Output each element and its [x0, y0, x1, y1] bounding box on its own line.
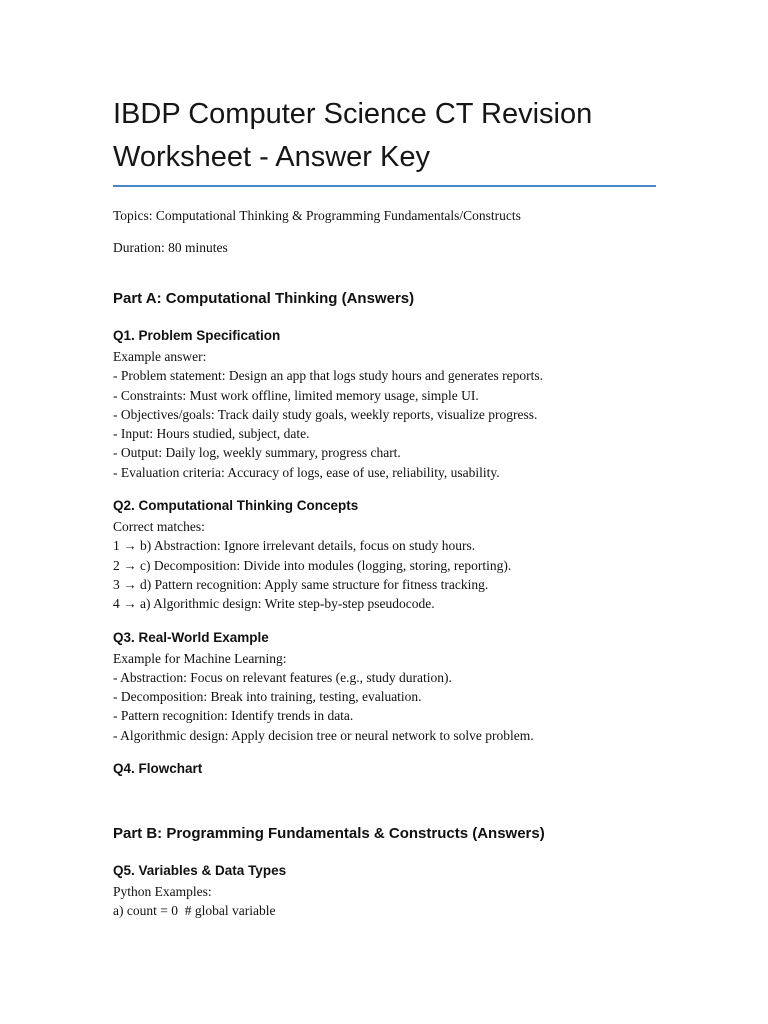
- part-b-heading: Part B: Programming Fundamentals & Constructs (Answers): [113, 825, 545, 843]
- q3-line: - Pattern recognition: Identify trends in data.: [113, 708, 354, 724]
- part-a-heading: Part A: Computational Thinking (Answers): [113, 290, 415, 307]
- q1-heading: Q1. Problem Specification: [113, 328, 281, 343]
- q1-line: - Problem statement: Design an app that logs study hours and generates reports.: [113, 368, 544, 384]
- q3-line: - Decomposition: Break into training, testing, evaluation.: [113, 689, 422, 705]
- title-line-1: IBDP Computer Science CT Revision: [113, 98, 593, 130]
- title-underline: [113, 185, 656, 187]
- q5-line: a) count = 0 # global variable: [113, 903, 276, 919]
- q2-answer: [113, 517, 658, 613]
- q1-line: - Input: Hours studied, subject, date.: [113, 426, 310, 442]
- q5-heading: Q5. Variables & Data Types: [113, 863, 287, 879]
- topics-line: Topics: Computational Thinking & Programming Fundamentals/Constructs: [113, 208, 521, 223]
- q1-line: - Objectives/goals: Track daily study goals, weekly reports, visualize progress.: [113, 406, 538, 422]
- q5-answer: [113, 882, 658, 921]
- q2-line: 1 → b) Abstraction: Ignore irrelevant details, focus on study hours.: [113, 538, 476, 554]
- document-page: [113, 93, 658, 921]
- duration-line: Duration: 80 minutes: [113, 240, 228, 255]
- q2-line: Correct matches:: [113, 519, 205, 535]
- q1-line: - Evaluation criteria: Accuracy of logs, ease of use, reliability, usability.: [113, 464, 500, 480]
- q2-line: 2 → c) Decomposition: Divide into modules (logging, storing, reporting).: [113, 557, 512, 573]
- q1-answer: [113, 347, 658, 482]
- q2-line: 3 → d) Pattern recognition: Apply same structure for fitness tracking.: [113, 576, 489, 592]
- q4-heading: Q4. Flowchart: [113, 761, 203, 777]
- q3-line: - Abstraction: Focus on relevant features (e.g., study duration).: [113, 669, 452, 685]
- title-line-2: Worksheet - Answer Key: [113, 141, 430, 173]
- q5-line: Python Examples:: [113, 884, 212, 900]
- q2-heading: Q2. Computational Thinking Concepts: [113, 498, 359, 514]
- q3-line: Example for Machine Learning:: [113, 650, 287, 666]
- q2-line: 4 → a) Algorithmic design: Write step-by-step pseudocode.: [113, 596, 435, 612]
- q1-line: Example answer:: [113, 349, 207, 364]
- q3-line: - Algorithmic design: Apply decision tree or neural network to solve problem.: [113, 727, 534, 743]
- q3-heading: Q3. Real-World Example: [113, 629, 269, 645]
- q1-line: - Output: Daily log, weekly summary, progress chart.: [113, 445, 401, 461]
- q1-line: - Constraints: Must work offline, limited memory usage, simple UI.: [113, 387, 479, 403]
- q3-answer: [113, 649, 658, 745]
- document-title: [113, 93, 658, 179]
